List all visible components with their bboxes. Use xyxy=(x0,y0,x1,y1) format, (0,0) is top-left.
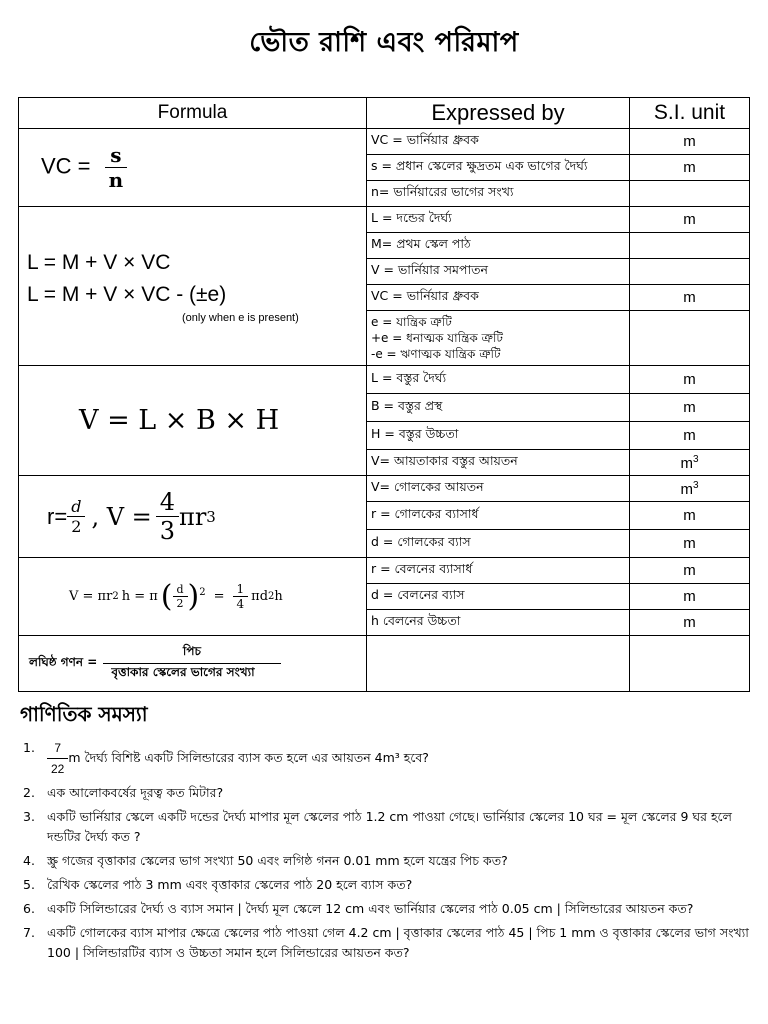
fraction-numerator: d xyxy=(71,497,82,516)
list-item xyxy=(20,807,755,847)
si-unit-cell: m xyxy=(630,584,750,610)
formula-fraction xyxy=(156,488,179,545)
formula-cylinder xyxy=(19,558,367,636)
list-item xyxy=(20,851,755,871)
header-si-unit: S.I. unit xyxy=(630,98,750,129)
page-title: ভৌত রাশি এবং পরিমাপ xyxy=(249,27,519,58)
fraction-numerator: পিচ xyxy=(182,644,201,658)
expressed-by-cell: s = প্রধান স্কেলের ক্ষুদ্রতম এক ভাগের দৈর্ঘ্য xyxy=(367,155,630,181)
expressed-by-cell: L = দন্ডের দৈর্ঘ্য xyxy=(367,207,630,233)
problem-number: 1. xyxy=(23,740,35,755)
fraction-denominator: 22 xyxy=(47,758,68,779)
formula-vernier-constant xyxy=(19,129,367,207)
si-unit-cell: m xyxy=(630,558,750,584)
formula-exponent: 2 xyxy=(268,591,275,602)
unit-base: m xyxy=(680,454,693,472)
expressed-by-cell: V= আয়তাকার বস্তুর আয়তন xyxy=(367,450,630,476)
formula-equals: = xyxy=(213,589,225,604)
fraction-denominator: 3 xyxy=(156,516,179,545)
fraction-numerator: d xyxy=(176,583,184,596)
problem-text: একটি সিলিন্ডারের দৈর্ঘ্য ও ব্যাস সমান | দৈর্ঘ্য মূল স্কেলে 12 cm এবং ভার্নিয়ার স্কেলের পাঠ 0.05 cm | সিলিন্ডারের আয়তন কত? xyxy=(47,901,694,916)
expressed-by-cell: h বেলনের উচ্চতা xyxy=(367,610,630,636)
formula-fraction xyxy=(233,582,249,611)
formula-line-2: L = M + V × VC - (±e) xyxy=(27,283,227,306)
expressed-by-cell: B = বস্তুর প্রস্থ xyxy=(367,394,630,422)
list-item xyxy=(20,783,755,803)
formula-least-count xyxy=(19,636,367,692)
header-formula: Formula xyxy=(19,98,367,129)
problems-heading: গাণিতিক সমস্যা xyxy=(20,702,148,726)
si-unit-cell: m xyxy=(630,530,750,558)
expressed-by-cell xyxy=(367,636,630,692)
problem-number: 2. xyxy=(23,785,35,800)
list-item xyxy=(20,899,755,919)
si-unit-cell xyxy=(630,181,750,207)
si-unit-cell: m xyxy=(630,285,750,311)
right-paren: ) xyxy=(187,579,200,614)
table-header-row xyxy=(19,98,750,129)
problem-fraction xyxy=(47,738,68,779)
expressed-by-cell: d = গোলকের ব্যাস xyxy=(367,530,630,558)
si-unit-cell xyxy=(630,450,750,476)
formula-r-label: r= xyxy=(47,503,68,529)
si-unit-cell xyxy=(630,233,750,259)
si-unit-cell: m xyxy=(630,155,750,181)
formula-fraction xyxy=(103,643,280,684)
si-unit-cell: m xyxy=(630,502,750,530)
si-unit-cell xyxy=(630,476,750,502)
fraction-denominator: বৃত্তাকার স্কেলের ভাগের সংখ্যা xyxy=(103,663,280,684)
formula-label: লঘিষ্ঠ গণন = xyxy=(29,654,98,669)
list-item xyxy=(20,738,755,779)
expressed-by-cell: H = বস্তুর উচ্চতা xyxy=(367,422,630,450)
si-unit-cell: m xyxy=(630,129,750,155)
problem-list xyxy=(20,738,755,967)
table-row xyxy=(19,558,750,584)
fraction-denominator: n xyxy=(105,167,128,192)
table-row xyxy=(19,636,750,692)
expressed-by-cell xyxy=(367,311,630,366)
expressed-by-cell: V = ভার্নিয়ার সমপাতন xyxy=(367,259,630,285)
expressed-by-cell: d = বেলনের ব্যাস xyxy=(367,584,630,610)
unit-exponent: 3 xyxy=(692,453,699,465)
problem-text: রৈখিক স্কেলের পাঠ 3 mm এবং বৃত্তাকার স্কেলের পাঠ 20 হলে ব্যাস কত? xyxy=(47,877,413,892)
problem-text: একটি ভার্নিয়ার স্কেলে একটি দন্ডের দৈর্ঘ্য মাপার মূল স্কেলের পাঠ 1.2 cm পাওয়া গেছে। ভার্নিয়ার স্কেলের 10 ঘর = মূল স্কেলের 9 ঘর হলে দন্ডটির দৈর্ঘ্য কত ? xyxy=(47,809,732,844)
formula-text: V = L × B × H xyxy=(79,405,280,436)
expressed-by-cell: V= গোলকের আয়তন xyxy=(367,476,630,502)
error-line: +e = ধনাত্মক যান্ত্রিক ত্রুটি xyxy=(371,331,503,345)
formula-v-label: , V = xyxy=(91,502,152,531)
si-unit-cell: m xyxy=(630,394,750,422)
fraction-denominator: 2 xyxy=(173,596,188,610)
fraction-denominator: 2 xyxy=(67,516,85,536)
error-line: e = যান্ত্রিক ত্রুটি xyxy=(371,315,452,329)
list-item xyxy=(20,923,755,963)
expressed-by-cell: r = গোলকের ব্যাসার্ধ xyxy=(367,502,630,530)
si-unit-cell: m xyxy=(630,422,750,450)
expressed-by-cell: VC = ভার্নিয়ার ধ্রুবক xyxy=(367,285,630,311)
formula-table xyxy=(18,97,750,692)
formula-fraction xyxy=(67,497,85,536)
problem-number: 7. xyxy=(23,925,35,940)
fraction-numerator: 1 xyxy=(236,582,245,596)
si-unit-cell: m xyxy=(630,207,750,233)
formula-vc-label: VC = xyxy=(41,153,91,179)
list-item xyxy=(20,875,755,895)
formula-sphere xyxy=(19,476,367,558)
fraction-denominator: 4 xyxy=(233,596,249,611)
table-row xyxy=(19,129,750,155)
formula-rhs-tail: h xyxy=(274,589,283,604)
formula-rhs: πd xyxy=(251,589,269,604)
formula-exponent: 3 xyxy=(206,507,216,526)
problem-number: 6. xyxy=(23,901,35,916)
fraction-numerator: 7 xyxy=(54,741,62,755)
problem-number: 3. xyxy=(23,809,35,824)
expressed-by-cell: M= প্রথম স্কেল পাঠ xyxy=(367,233,630,259)
formula-lhs: V = πr xyxy=(69,589,113,604)
header-expressed-by: Expressed by xyxy=(367,98,630,129)
si-unit-cell: m xyxy=(630,610,750,636)
table-row xyxy=(19,366,750,394)
formula-fraction xyxy=(105,143,128,192)
problem-text: এক আলোকবর্ষের দূরত্ব কত মিটার? xyxy=(47,785,224,800)
formula-fraction xyxy=(172,583,187,610)
formula-lhs-tail: h = π xyxy=(121,589,158,604)
formula-length xyxy=(19,207,367,366)
si-unit-cell: m xyxy=(630,366,750,394)
formula-exponent: 2 xyxy=(199,587,206,598)
si-unit-cell xyxy=(630,311,750,366)
problem-text: m দৈর্ঘ্য বিশিষ্ট একটি সিলিন্ডারের ব্যাস কত হলে এর আয়তন 4m³ হবে? xyxy=(68,750,429,765)
problem-text: একটি গোলকের ব্যাস মাপার ক্ষেত্রে স্কেলের পাঠ পাওয়া গেল 4.2 cm | বৃত্তাকার স্কেলের পাঠ 45 | পিচ 1 mm ও বৃত্তাকার স্কেলের ভাগ সংখ্যা 100 | সিলিন্ডারটির ব্যাস ও উচ্চতা সমান হলে সিলিন্ডারের আয়তন কত? xyxy=(47,925,749,960)
table-row xyxy=(19,476,750,502)
expressed-by-cell: r = বেলনের ব্যাসার্ধ xyxy=(367,558,630,584)
fraction-numerator: s xyxy=(110,143,122,167)
expressed-by-cell: VC = ভার্নিয়ার ধ্রুবক xyxy=(367,129,630,155)
expressed-by-cell: n= ভার্নিয়ারের ভাগের সংখ্য xyxy=(367,181,630,207)
formula-note: (only when e is present) xyxy=(182,312,299,324)
formula-exponent: 2 xyxy=(112,591,119,602)
problem-number: 4. xyxy=(23,853,35,868)
formula-line-1: L = M + V × VC xyxy=(27,251,171,274)
fraction-numerator: 4 xyxy=(159,488,176,516)
unit-exponent: 3 xyxy=(692,479,699,491)
problem-number: 5. xyxy=(23,877,35,892)
problem-text: স্ক্রু গজের বৃত্তাকার স্কেলের ভাগ সংখ্যা 50 এবং লগিষ্ঠ গনন 0.01 mm হলে যন্ত্রের পিচ কত? xyxy=(47,853,508,868)
unit-base: m xyxy=(680,480,693,498)
error-line: -e = ঋণাত্মক যান্ত্রিক ত্রুটি xyxy=(371,347,501,361)
table-row xyxy=(19,207,750,233)
formula-tail: πr xyxy=(179,502,207,531)
formula-volume-box xyxy=(19,366,367,476)
si-unit-cell xyxy=(630,259,750,285)
expressed-by-cell: L = বস্তুর দৈর্ঘ্য xyxy=(367,366,630,394)
left-paren: ( xyxy=(160,579,173,614)
si-unit-cell xyxy=(630,636,750,692)
